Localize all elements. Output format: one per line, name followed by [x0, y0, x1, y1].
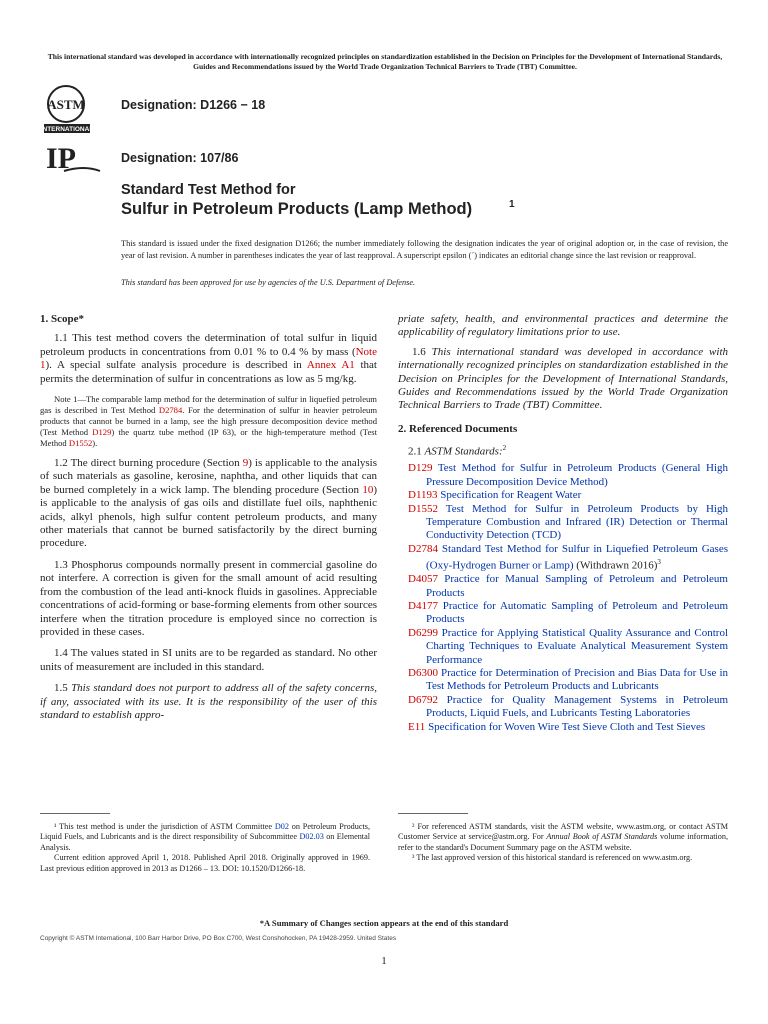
summary-of-changes-note: *A Summary of Changes section appears at the end of this standard [259, 918, 509, 928]
d2784-link[interactable]: D2784 [158, 405, 183, 416]
reference-code-link[interactable]: D129 [408, 462, 433, 475]
astm-logo [38, 82, 114, 136]
title-line-2: Sulfur in Petroleum Products (Lamp Method) [121, 200, 473, 218]
footnote-divider-right [398, 813, 468, 814]
left-column [40, 313, 377, 722]
svg-text:INTERNATIONAL: INTERNATIONAL [40, 126, 94, 133]
astm-designation: Designation: D1266 − 18 [121, 98, 266, 112]
document-title [121, 181, 472, 219]
note-1-link[interactable]: Note 1 [40, 345, 377, 372]
section-10-link[interactable]: 10 [362, 483, 374, 496]
para-1-5-continued: priate safety, health, and environmental practices and determine the applicability of regulatory limitations prior to use. [398, 313, 728, 339]
reference-entry [408, 489, 728, 502]
reference-entry [408, 721, 728, 734]
reference-footnote-marker: 3 [657, 558, 661, 567]
para-1-4: 1.4 The values stated in SI units are to be regarded as standard. No other units of measurement are included in this standard. [40, 647, 377, 673]
issue-statement: This standard is issued under the fixed designation D1266; the number immediately following the designation indicates the year of original adoption or, in the case of revision, the year of last revision. A number in parentheses indicates the year of last reapproval. A superscript epsilon (´) indicates an editorial change since the last revision or reapproval. [121, 239, 728, 260]
reference-code-link[interactable]: D6299 [408, 626, 438, 639]
international-standard-note: This international standard was developed in accordance with internationally recognized principles on standardization established in the Decision on Principles for the Development of International Standards, Guides and Recommendations issued by the World Trade Organization Technical Barriers to Trade (TBT) Committee. [47, 52, 723, 71]
reference-entry [408, 600, 728, 627]
reference-title-link[interactable]: Specification for Reagent Water [437, 489, 582, 502]
ip-designation: Designation: 107/86 [121, 151, 239, 165]
svg-text:ASTM: ASTM [47, 97, 85, 112]
reference-title-link[interactable]: Practice for Automatic Sampling of Petroleum and Petroleum Products [426, 600, 728, 626]
reference-title-link[interactable]: Practice for Determination of Precision and Bias Data for Use in Test Methods for Petroleum Products and Lubricants [426, 667, 728, 693]
referenced-documents-list [398, 462, 728, 734]
footnotes-right [398, 822, 728, 864]
para-1-3: 1.3 Phosphorus compounds normally present in commercial gasoline do not interfere. A correction is given for the small amount of acid resulting from the combustion of the lead anti-knock fluids in gasolines. Appreciable concentrations of acid-forming or base-forming elements from other sources interfere when the titration procedure is employed since no correction is provided in these cases. [40, 558, 377, 638]
reference-code-link[interactable]: D6792 [408, 693, 438, 706]
note-1: Note 1—The comparable lamp method for the determination of sulfur in liquefied petroleum gas is described in Test Method D2784. For the determination of sulfur in heavier petroleum products that cannot be burned in a lamp, see the high pressure decomposition device method (Test Method D129) the quartz tube method (IP 63), or the high-temperature method (Test Method D1552). [40, 394, 377, 449]
reference-code-link[interactable]: D1552 [408, 502, 438, 515]
d0203-link[interactable]: D02.03 [299, 832, 324, 842]
reference-code-link[interactable]: D6300 [408, 667, 438, 680]
reference-code-link[interactable]: E11 [408, 720, 426, 733]
d02-link[interactable]: D02 [274, 822, 289, 831]
svg-text:IP: IP [46, 142, 76, 175]
copyright-line: Copyright © ASTM International, 100 Barr Harbor Drive, PO Box C700, West Conshohocken, PA 19428-2959. United States [40, 935, 397, 942]
ip-logo [44, 141, 102, 175]
footnote-3: ³ The last approved version of this historical standard is referenced on www.astm.org. [412, 853, 693, 863]
para-1-1: 1.1 This test method covers the determination of total sulfur in liquid petroleum products in concentrations from 0.01 % to 0.4 % by mass (Note 1). A special sulfate analysis procedure is described in Annex A1 that permits the determination of sulfur in concentrations as low as 5 mg/kg. [40, 332, 377, 385]
annex-a1-link[interactable]: Annex A1 [306, 359, 355, 372]
defense-approval: This standard has been approved for use by agencies of the U.S. Department of Defense. [121, 278, 416, 287]
footnote-divider-left [40, 813, 110, 814]
reference-title-link[interactable]: Test Method for Sulfur in Petroleum Products by High Temperature Combustion and Infrared (IR) Detection or Thermal Conductivity Detection (TCD) [426, 502, 728, 542]
reference-title-link[interactable]: Test Method for Sulfur in Petroleum Products (General High Pressure Decomposition Device Method) [426, 462, 728, 488]
reference-code-link[interactable]: D4057 [408, 573, 438, 586]
reference-entry [408, 462, 728, 489]
page-number: 1 [381, 955, 387, 967]
d129-link[interactable]: D129 [92, 427, 112, 438]
para-1-2: 1.2 The direct burning procedure (Section 9) is applicable to the analysis of such materials as gasoline, kerosine, naphtha, and other liquids that can be burned completely in a wick lamp. The blending procedure (Section 10) is applicable to the analysis of gas oils and distillate fuel oils, naphthenic acids, alkyl phenols, high sulfur content petroleum products, and many other materials that cannot be burned satisfactorily by the direct burning procedure. [40, 457, 377, 550]
title-line-1: Standard Test Method for [121, 182, 296, 198]
reference-title-link[interactable]: Practice for Applying Statistical Quality Assurance and Control Charting Techniques to Evaluate Analytical Measurement System Performance [426, 626, 728, 666]
title-footnote-marker: 1 [509, 199, 515, 210]
footnote-2: ² For referenced ASTM standards, visit the ASTM website, www.astm.org, or contact ASTM Customer Service at service@astm.org. For Annual Book of ASTM Standards volume information, refer to the standard's Document Summary page on the ASTM website. [398, 822, 729, 852]
reference-entry [408, 573, 728, 600]
section-9-link[interactable]: 9 [242, 457, 249, 470]
reference-title-link[interactable]: Practice for Manual Sampling of Petroleum and Petroleum Products [426, 573, 728, 599]
reference-entry [408, 627, 728, 667]
reference-title-link[interactable]: Specification for Woven Wire Test Sieve Cloth and Test Sieves [425, 720, 706, 733]
footnote-1: ¹ This test method is under the jurisdiction of ASTM Committee D02 on Petroleum Products, Liquid Fuels, and Lubricants and is the direct responsibility of Subcommittee D02.03 on Elemental Analysis. [40, 822, 370, 852]
d1552-link[interactable]: D1552 [68, 438, 93, 449]
reference-title-link[interactable]: Practice for Quality Management Systems in Petroleum Products, Liquid Fuels, and Lubricants Testing Laboratories [426, 693, 728, 720]
reference-title-link[interactable]: Standard Test Method for Sulfur in Liquefied Petroleum Gases (Oxy-Hydrogen Burner or Lamp) [426, 542, 728, 572]
reference-entry [408, 694, 728, 721]
footnote-1-edition: Current edition approved April 1, 2018. Published April 2018. Originally approved in 1969. Last previous edition approved in 2013 as D1266 – 13. DOI: 10.1520/D1266-18. [40, 853, 370, 873]
reference-code-link[interactable]: D2784 [408, 542, 438, 555]
reference-code-link[interactable]: D4177 [408, 600, 438, 613]
scope-heading: 1. Scope* [40, 313, 84, 325]
para-1-5: 1.5 This standard does not purport to address all of the safety concerns, if any, associated with its use. It is the responsibility of the user of this standard to establish appro- [40, 682, 377, 721]
footnotes-left [40, 822, 370, 874]
reference-entry [408, 667, 728, 694]
reference-entry [408, 543, 728, 573]
astm-standards-label: 2.1 ASTM Standards:$^2$ [408, 444, 507, 458]
reference-entry [408, 503, 728, 543]
para-1-6: 1.6 This international standard was developed in accordance with internationally recognized principles on standardization established in the Decision on Principles for the Development of International Standards, Guides and Recommendations issued by the World Trade Organization Technical Barriers to Trade (TBT) Committee. [398, 345, 729, 412]
reference-code-link[interactable]: D1193 [408, 489, 438, 502]
right-column [398, 313, 728, 734]
reference-withdrawn-note: (Withdrawn 2016) [573, 559, 658, 572]
referenced-documents-heading: 2. Referenced Documents [398, 422, 518, 435]
